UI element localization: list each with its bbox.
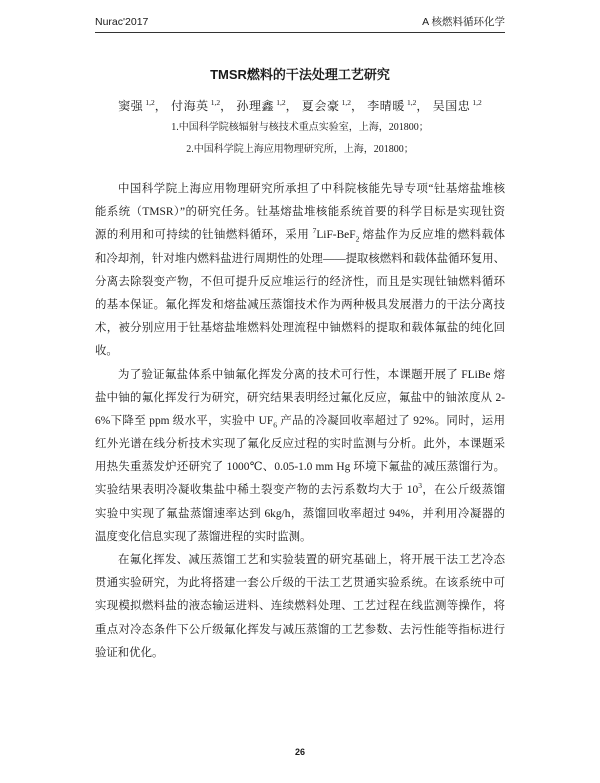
author-name: 吴国忠	[432, 99, 471, 113]
page-number: 26	[294, 747, 305, 757]
paragraph-line: 实现模拟燃料盐的液态输运进料、连续燃料处理、工艺过程在线监测等操作，将	[95, 600, 505, 613]
section-name: A 核燃料循环化学	[422, 16, 505, 28]
author-separator: ，	[285, 99, 299, 113]
affiliation-2: 2.中国科学院上海应用物理研究所，上海，201800；	[186, 144, 414, 155]
paragraph-line: 重点对冷态条件下公斤级氟化挥发与减压蒸馏的工艺参数、去污性能等指标进行	[95, 623, 505, 636]
paragraph-line: 贯通实验研究，为此将搭建一套公斤级的干法工艺贯通实验系统。在该系统中可	[95, 577, 505, 590]
author-name: 夏会豪	[301, 99, 340, 113]
author-affiliation-mark: 1,2	[210, 98, 221, 107]
text-segment: 产品的冷凝回收率超过了 92%。同时，运用	[276, 414, 506, 427]
author-affiliation-mark: 1,2	[407, 98, 417, 107]
formula-subscript: 6	[273, 420, 277, 430]
text-segment: ，在公斤级蒸馏	[421, 484, 505, 497]
author-separator: ，	[416, 99, 429, 113]
abstract-body	[95, 178, 505, 665]
author-separator: ，	[350, 99, 364, 113]
paragraph-line: 中国科学院上海应用物理研究所承担了中科院核能先导专项“钍基熔盐堆核	[118, 183, 505, 195]
author-affiliation-mark: 1,2	[341, 98, 351, 107]
paragraph-line	[95, 479, 505, 502]
paragraph-line: 能系统（TMSR）”的研究任务。钍基熔盐堆核能系统首要的科学目标是实现钍资	[95, 206, 505, 219]
paragraph-line: 实验中实现了氟盐蒸馏速率达到 6kg/h，蒸馏回收率超过 94%，并利用冷凝器的	[95, 507, 505, 520]
paragraph-line	[95, 410, 505, 433]
paragraph-1	[95, 178, 505, 364]
text-segment: 实验结果表明冷凝收集盐中稀土裂变产物的去污系数均大于 10	[95, 484, 419, 497]
author-list	[0, 94, 600, 115]
paragraph-line: 为了验证氟盐体系中铀氟化挥发分离的技术可行性，本课题开展了 FLiBe 熔	[118, 368, 505, 381]
paragraph-line: 术，被分别应用于钍基熔盐堆燃料处理流程中铀燃料的提取和载体氟盐的纯化回	[95, 322, 505, 335]
author-name: 窦强	[118, 99, 144, 113]
paragraph-2	[95, 364, 505, 550]
text-segment: LiF-BeF	[316, 229, 356, 242]
paper-title: TMSR燃料的干法处理工艺研究	[210, 67, 390, 82]
paragraph-line: 用热失重蒸发炉还研究了 1000℃、0.05-1.0 mm Hg 环境下氟盐的减压蒸馏行为。	[95, 461, 505, 474]
paragraph-line: 盐中铀的氟化挥发行为研究，研究结果表明经过氟化反应，氟盐中的铀浓度从 2-	[95, 391, 505, 404]
text-segment: 熔盐作为反应堆的燃料载体	[359, 229, 505, 242]
author-affiliation-mark: 1,2	[145, 98, 155, 107]
author-name: 孙理鑫	[236, 99, 275, 113]
running-header	[95, 13, 505, 33]
paragraph-line: 验证和优化。	[95, 646, 164, 659]
author-affiliation-mark: 1,2	[276, 98, 286, 107]
paragraph-line: 温度变化信息实现了蒸馏进程的实时监测。	[95, 530, 312, 543]
affiliation-1: 1.中国科学院核辐射与核技术重点实验室，上海，201800；	[171, 122, 429, 133]
formula-subscript: 2	[355, 234, 360, 244]
exponent-superscript: 3	[418, 481, 422, 491]
conference-name: Nurac'2017	[95, 16, 149, 28]
paragraph-line: 分离去除裂变产物，不但可提升反应堆运行的经济性，而且是实现钍铀燃料循环	[95, 275, 505, 288]
author-affiliation-mark: 1,2	[472, 98, 482, 107]
author-separator: ，	[154, 99, 168, 113]
paragraph-line	[95, 224, 505, 247]
paragraph-line: 红外光谱在线分析技术实现了氟化反应过程的实时监测与分析。此外，本课题采	[95, 438, 505, 451]
paragraph-line: 的基本保证。氟化挥发和熔盐减压蒸馏技术作为两种极具发展潜力的干法分离技	[95, 298, 505, 311]
text-segment: 源的利用和可持续的钍铀燃料循环，采用	[95, 229, 313, 242]
author-separator: ，	[220, 99, 233, 113]
author-name: 李晴暖	[367, 99, 406, 113]
paragraph-line: 和冷却剂，针对堆内燃料盐进行周期性的处理——提取核燃料和载体盐循环复用、	[95, 252, 506, 265]
paragraph-line: 收。	[95, 345, 118, 358]
author-name: 付海英	[170, 99, 209, 113]
text-segment: 6%下降至 ppm 级水平，实验中 UF	[95, 414, 274, 427]
isotope-superscript: 7	[312, 226, 317, 236]
paragraph-3	[95, 549, 505, 665]
paragraph-line: 在氟化挥发、减压蒸馏工艺和实验装置的研究基础上，将开展干法工艺冷态	[118, 554, 505, 566]
